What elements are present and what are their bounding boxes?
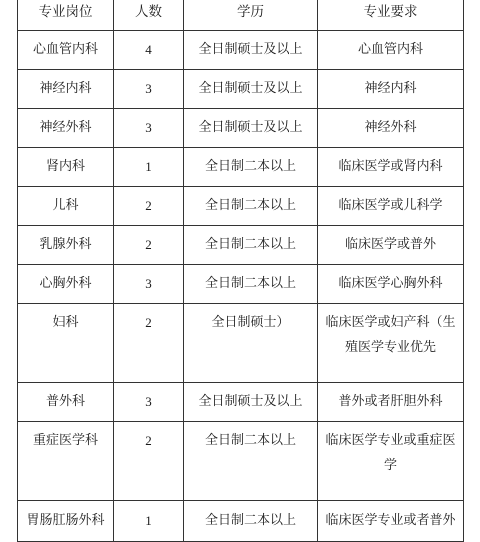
cell-requirement: 神经外科	[318, 109, 464, 148]
cell-requirement: 临床医学专业或重症医学	[318, 422, 464, 501]
cell-count: 2	[114, 422, 184, 501]
cell-requirement: 临床医学或肾内科	[318, 148, 464, 187]
cell-count: 3	[114, 70, 184, 109]
cell-count: 3	[114, 265, 184, 304]
cell-position: 胃肠肛肠外科	[18, 501, 114, 542]
table-row	[18, 109, 464, 148]
cell-count: 3	[114, 109, 184, 148]
table-row	[18, 383, 464, 422]
cell-count: 2	[114, 304, 184, 383]
cell-requirement: 心血管内科	[318, 31, 464, 70]
header-position: 专业岗位	[18, 0, 114, 31]
cell-position: 妇科	[18, 304, 114, 383]
cell-position: 神经外科	[18, 109, 114, 148]
cell-requirement: 临床医学心胸外科	[318, 265, 464, 304]
cell-requirement: 临床医学或儿科学	[318, 187, 464, 226]
cell-requirement: 临床医学或妇产科（生殖医学专业优先	[318, 304, 464, 383]
table-row	[18, 304, 464, 383]
cell-requirement: 临床医学或普外	[318, 226, 464, 265]
table-row	[18, 265, 464, 304]
table-row	[18, 422, 464, 501]
cell-education: 全日制二本以上	[184, 226, 318, 265]
cell-education: 全日制二本以上	[184, 265, 318, 304]
cell-position: 普外科	[18, 383, 114, 422]
cell-education: 全日制硕士及以上	[184, 109, 318, 148]
cell-education: 全日制硕士及以上	[184, 383, 318, 422]
cell-requirement: 普外或者肝胆外科	[318, 383, 464, 422]
header-requirement: 专业要求	[318, 0, 464, 31]
table-row	[18, 148, 464, 187]
cell-count: 2	[114, 226, 184, 265]
table-row	[18, 187, 464, 226]
table-row	[18, 31, 464, 70]
cell-education: 全日制硕士及以上	[184, 31, 318, 70]
cell-position: 心血管内科	[18, 31, 114, 70]
cell-education: 全日制二本以上	[184, 148, 318, 187]
cell-count: 4	[114, 31, 184, 70]
cell-education: 全日制硕士及以上	[184, 70, 318, 109]
table-header-row	[18, 0, 464, 31]
cell-education: 全日制二本以上	[184, 422, 318, 501]
cell-count: 1	[114, 501, 184, 542]
table-row	[18, 226, 464, 265]
recruitment-table	[17, 0, 464, 542]
table-row	[18, 70, 464, 109]
cell-education: 全日制二本以上	[184, 501, 318, 542]
table-row	[18, 501, 464, 542]
cell-education: 全日制硕士）	[184, 304, 318, 383]
cell-requirement: 临床医学专业或者普外	[318, 501, 464, 542]
header-count: 人数	[114, 0, 184, 31]
cell-count: 2	[114, 187, 184, 226]
header-education: 学历	[184, 0, 318, 31]
cell-position: 肾内科	[18, 148, 114, 187]
cell-position: 重症医学科	[18, 422, 114, 501]
cell-position: 心胸外科	[18, 265, 114, 304]
cell-position: 儿科	[18, 187, 114, 226]
cell-count: 3	[114, 383, 184, 422]
cell-education: 全日制二本以上	[184, 187, 318, 226]
cell-position: 乳腺外科	[18, 226, 114, 265]
cell-requirement: 神经内科	[318, 70, 464, 109]
cell-count: 1	[114, 148, 184, 187]
cell-position: 神经内科	[18, 70, 114, 109]
